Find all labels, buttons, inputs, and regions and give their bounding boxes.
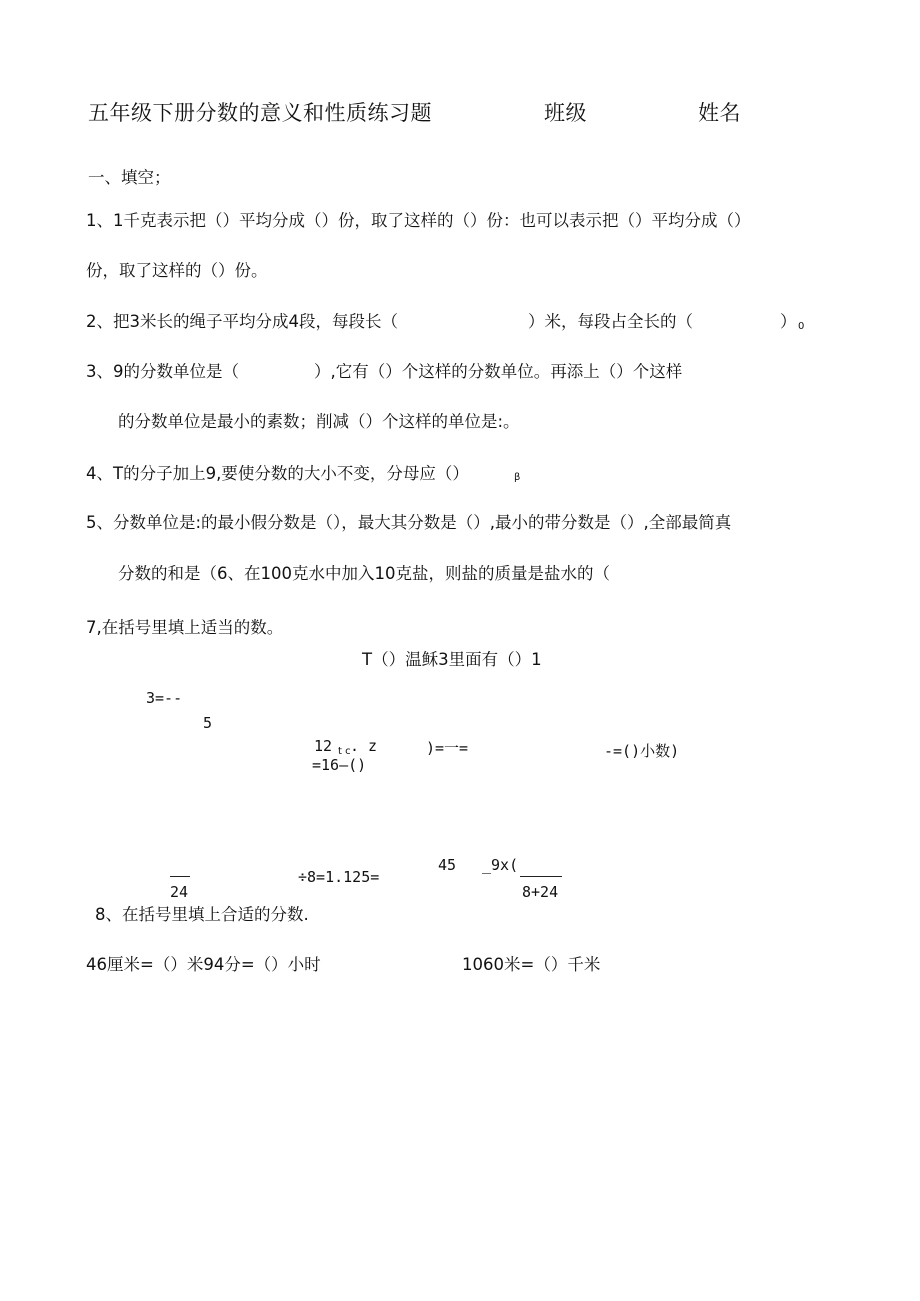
question-1-line-1: 1、1千克表示把（）平均分成（）份，取了这样的（）份：也可以表示把（）平均分成（） (86, 211, 751, 230)
question-3-line-2: 的分数单位是最小的素数；削减（）个这样的单位是:。 (118, 412, 520, 431)
question-5-line-2: 分数的和是（6、在100克水中加入10克盐，则盐的质量是盐水的（ (118, 564, 610, 583)
question-1-line-2: 份，取了这样的（）份。 (86, 261, 268, 280)
equation-1-bottom: 5 (203, 714, 213, 732)
fraction-denominator-left: 24 (170, 883, 189, 901)
equation-4: -=()小数) (604, 742, 680, 760)
name-label: 姓名 (698, 101, 741, 125)
question-4-tail: β (514, 472, 521, 483)
fraction-bar-left (170, 876, 190, 877)
question-2-part-a: 2、把3米长的绳子平均分成4段，每段长（ (86, 312, 398, 331)
equation-2-subscript: t c (338, 746, 351, 757)
question-4: 4、T的分子加上9,要使分数的大小不变，分母应（） (86, 464, 469, 483)
question-2-tail: 0 (798, 321, 805, 332)
division-expression: ÷8=1.125= (298, 868, 380, 886)
question-8-left: 46厘米=（）米94分=（）小时 (86, 955, 321, 974)
question-2-part-b: ）米，每段占全长的（ (528, 312, 693, 331)
number-45: 45 (438, 856, 457, 874)
equation-2-top: 12 (314, 737, 333, 755)
question-8-right: 1060米=（）千米 (462, 955, 601, 974)
section-heading: 一、填空； (88, 168, 171, 187)
question-5-line-1: 5、分数单位是:的最小假分数是（），最大其分数是（）,最小的带分数是（）,全部最简真 (86, 513, 732, 532)
equation-2-bottom: =16—() (312, 756, 367, 774)
equation-1-top: 3=-- (146, 689, 183, 707)
fraction-denominator-right: 8+24 (522, 883, 559, 901)
expression-9x: _9x( (482, 856, 519, 874)
question-7-heading: 7,在括号里填上适当的数。 (86, 618, 284, 637)
question-7-center-line: T（）温稣3里面有（）1 (362, 650, 542, 669)
question-3-part-b: ）,它有（）个这样的分数单位。再添上（）个这样 (314, 362, 683, 381)
class-label: 班级 (544, 101, 587, 125)
equation-2-top-tail: . z (350, 737, 378, 755)
equation-3: )=一= (426, 739, 469, 757)
question-2-part-c: ） (780, 312, 797, 331)
worksheet-title: 五年级下册分数的意义和性质练习题 (88, 101, 432, 125)
question-8-heading: 8、在括号里填上合适的分数. (95, 905, 309, 924)
question-3-part-a: 3、9的分数单位是（ (86, 362, 239, 381)
fraction-bar-right (520, 876, 562, 877)
